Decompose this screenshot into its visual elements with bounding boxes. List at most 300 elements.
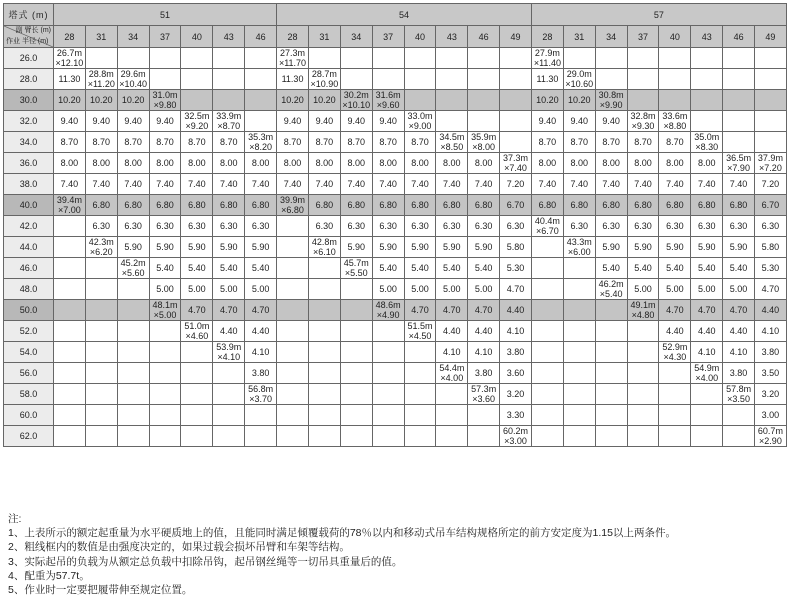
load-cell: 5.00 — [627, 279, 659, 300]
load-cell — [468, 90, 500, 111]
load-cell: 6.80 — [723, 195, 755, 216]
load-cell — [659, 90, 691, 111]
load-cell: 5.90 — [723, 237, 755, 258]
load-cell: 49.1m ×4.80 — [627, 300, 659, 321]
load-cell: 31.6m ×9.60 — [372, 90, 404, 111]
load-cell — [54, 237, 86, 258]
load-cell: 7.40 — [436, 174, 468, 195]
load-cell: 26.7m ×12.10 — [54, 48, 86, 69]
load-cell — [245, 69, 277, 90]
table-row — [4, 258, 787, 279]
load-cell — [627, 426, 659, 447]
boom-group-header: 51 — [54, 4, 277, 26]
load-cell: 37.9m ×7.20 — [755, 153, 787, 174]
load-cell — [213, 90, 245, 111]
load-cell — [500, 90, 532, 111]
load-cell: 3.20 — [755, 384, 787, 405]
load-cell: 8.70 — [181, 132, 213, 153]
table-row — [4, 90, 787, 111]
load-cell: 52.9m ×4.30 — [659, 342, 691, 363]
load-cell: 11.30 — [277, 69, 309, 90]
load-cell: 4.70 — [213, 300, 245, 321]
load-cell: 5.30 — [755, 258, 787, 279]
load-cell: 35.3m ×8.20 — [245, 132, 277, 153]
load-cell: 6.80 — [308, 195, 340, 216]
load-cell — [595, 342, 627, 363]
load-cell — [531, 279, 563, 300]
table-row — [4, 237, 787, 258]
load-cell: 8.00 — [436, 153, 468, 174]
load-cell: 5.00 — [659, 279, 691, 300]
load-cell: 4.70 — [659, 300, 691, 321]
load-cell: 4.70 — [436, 300, 468, 321]
load-cell: 5.90 — [404, 237, 436, 258]
table-row — [4, 426, 787, 447]
load-cell — [531, 363, 563, 384]
load-cell: 4.10 — [755, 321, 787, 342]
load-cell: 5.40 — [691, 258, 723, 279]
note-line: 3、实际起吊的负载为从额定总负载中扣除吊钩，起吊钢丝绳等一切吊具重量后的值。 — [8, 555, 403, 568]
load-cell: 27.9m ×11.40 — [531, 48, 563, 69]
load-cell: 28.7m ×10.90 — [308, 69, 340, 90]
load-cell: 6.30 — [563, 216, 595, 237]
load-cell — [468, 405, 500, 426]
load-cell: 7.40 — [54, 174, 86, 195]
load-cell: 5.90 — [245, 237, 277, 258]
load-cell: 5.40 — [723, 258, 755, 279]
load-cell: 4.10 — [245, 342, 277, 363]
load-cell — [595, 300, 627, 321]
radius-cell: 30.0 — [4, 90, 54, 111]
load-cell: 32.8m ×9.30 — [627, 111, 659, 132]
load-cell: 51.0m ×4.60 — [181, 321, 213, 342]
load-cell — [404, 342, 436, 363]
tower-length-header: 塔式 (m) — [4, 4, 54, 26]
load-cell: 8.00 — [627, 153, 659, 174]
load-cell: 5.40 — [213, 258, 245, 279]
load-cell: 28.8m ×11.20 — [85, 69, 117, 90]
load-cell: 4.40 — [436, 321, 468, 342]
jib-length-header: 43 — [436, 26, 468, 48]
load-cell — [563, 300, 595, 321]
load-cell: 33.9m ×8.70 — [213, 111, 245, 132]
load-cell: 8.70 — [531, 132, 563, 153]
table-row — [4, 132, 787, 153]
load-cell — [531, 300, 563, 321]
load-cell: 7.40 — [372, 174, 404, 195]
jib-length-header: 28 — [54, 26, 86, 48]
load-cell — [85, 279, 117, 300]
load-cell — [372, 405, 404, 426]
load-cell — [595, 384, 627, 405]
load-cell — [181, 426, 213, 447]
load-cell: 3.80 — [755, 342, 787, 363]
load-cell: 5.00 — [723, 279, 755, 300]
radius-cell: 32.0 — [4, 111, 54, 132]
jib-length-header: 46 — [245, 26, 277, 48]
load-cell: 4.40 — [659, 321, 691, 342]
load-cell: 29.6m ×10.40 — [117, 69, 149, 90]
load-cell: 6.80 — [181, 195, 213, 216]
load-cell — [563, 258, 595, 279]
load-cell: 8.70 — [277, 132, 309, 153]
load-cell — [595, 363, 627, 384]
load-cell: 8.70 — [659, 132, 691, 153]
load-cell — [308, 279, 340, 300]
load-cell — [404, 69, 436, 90]
load-cell: 3.80 — [500, 342, 532, 363]
load-cell — [149, 48, 181, 69]
load-cell — [149, 405, 181, 426]
load-cell — [181, 48, 213, 69]
load-cell: 6.30 — [723, 216, 755, 237]
load-cell — [277, 363, 309, 384]
load-cell — [149, 342, 181, 363]
load-cell: 54.9m ×4.00 — [691, 363, 723, 384]
load-cell — [308, 48, 340, 69]
load-cell — [54, 342, 86, 363]
load-cell — [468, 48, 500, 69]
load-cell — [372, 363, 404, 384]
load-cell — [691, 69, 723, 90]
load-cell — [691, 426, 723, 447]
load-cell: 8.00 — [595, 153, 627, 174]
load-cell — [308, 426, 340, 447]
load-cell: 4.70 — [691, 300, 723, 321]
load-cell: 4.40 — [245, 321, 277, 342]
load-cell: 5.40 — [372, 258, 404, 279]
load-cell — [404, 363, 436, 384]
load-cell — [372, 48, 404, 69]
radius-cell: 48.0 — [4, 279, 54, 300]
table-row — [4, 405, 787, 426]
table-row — [4, 174, 787, 195]
load-cell: 34.5m ×8.50 — [436, 132, 468, 153]
load-cell — [723, 426, 755, 447]
load-cell: 27.3m ×11.70 — [277, 48, 309, 69]
load-cell: 6.30 — [245, 216, 277, 237]
load-cell: 5.00 — [372, 279, 404, 300]
load-cell — [277, 216, 309, 237]
load-cell — [595, 426, 627, 447]
load-cell: 6.80 — [468, 195, 500, 216]
load-cell: 6.30 — [691, 216, 723, 237]
load-cell: 42.8m ×6.10 — [308, 237, 340, 258]
load-cell: 6.30 — [500, 216, 532, 237]
load-cell — [277, 426, 309, 447]
load-cell — [85, 384, 117, 405]
load-cell — [723, 111, 755, 132]
load-cell: 4.70 — [245, 300, 277, 321]
load-cell: 3.30 — [500, 405, 532, 426]
load-cell — [54, 426, 86, 447]
load-cell — [531, 426, 563, 447]
load-cell: 5.00 — [149, 279, 181, 300]
load-cell: 8.00 — [277, 153, 309, 174]
load-cell: 6.30 — [85, 216, 117, 237]
table-row — [4, 363, 787, 384]
load-cell — [563, 363, 595, 384]
load-cell: 6.30 — [627, 216, 659, 237]
load-cell — [372, 426, 404, 447]
load-cell: 8.00 — [245, 153, 277, 174]
load-cell — [277, 237, 309, 258]
load-cell: 8.00 — [340, 153, 372, 174]
load-cell: 5.00 — [404, 279, 436, 300]
load-cell — [595, 405, 627, 426]
table-row — [4, 384, 787, 405]
load-cell — [627, 405, 659, 426]
load-cell: 32.5m ×9.20 — [181, 111, 213, 132]
load-cell — [54, 405, 86, 426]
load-cell: 6.30 — [149, 216, 181, 237]
load-cell — [627, 48, 659, 69]
table-row — [4, 279, 787, 300]
load-cell — [117, 363, 149, 384]
load-cell: 8.70 — [308, 132, 340, 153]
load-cell: 54.4m ×4.00 — [436, 363, 468, 384]
load-cell — [54, 384, 86, 405]
load-cell: 3.80 — [245, 363, 277, 384]
load-cell — [277, 258, 309, 279]
load-cell: 8.70 — [149, 132, 181, 153]
load-cell: 6.80 — [691, 195, 723, 216]
load-cell — [85, 426, 117, 447]
load-cell — [54, 363, 86, 384]
radius-cell: 50.0 — [4, 300, 54, 321]
load-cell — [340, 321, 372, 342]
load-cell — [468, 111, 500, 132]
load-cell: 5.90 — [595, 237, 627, 258]
load-cell: 5.90 — [627, 237, 659, 258]
load-cell — [563, 405, 595, 426]
load-cell — [531, 321, 563, 342]
load-cell — [117, 321, 149, 342]
load-cell: 6.70 — [755, 195, 787, 216]
load-cell — [627, 342, 659, 363]
load-cell: 7.40 — [340, 174, 372, 195]
load-cell — [117, 48, 149, 69]
load-cell — [595, 48, 627, 69]
load-cell: 4.40 — [691, 321, 723, 342]
load-cell: 8.70 — [340, 132, 372, 153]
load-cell: 57.8m ×3.50 — [723, 384, 755, 405]
load-cell: 6.80 — [436, 195, 468, 216]
load-cell: 5.80 — [755, 237, 787, 258]
jib-length-header: 37 — [627, 26, 659, 48]
load-cell: 5.90 — [213, 237, 245, 258]
load-cell — [85, 342, 117, 363]
load-cell: 7.40 — [468, 174, 500, 195]
load-cell: 7.40 — [117, 174, 149, 195]
load-cell: 5.40 — [436, 258, 468, 279]
load-cell: 3.20 — [500, 384, 532, 405]
load-cell — [213, 384, 245, 405]
load-cell: 5.40 — [595, 258, 627, 279]
load-cell: 7.40 — [181, 174, 213, 195]
load-cell: 7.40 — [308, 174, 340, 195]
load-cell: 5.90 — [691, 237, 723, 258]
load-cell — [340, 405, 372, 426]
load-cell — [436, 90, 468, 111]
load-cell — [627, 384, 659, 405]
load-cell: 6.30 — [372, 216, 404, 237]
radius-cell: 38.0 — [4, 174, 54, 195]
load-cell: 7.40 — [723, 174, 755, 195]
load-cell: 42.3m ×6.20 — [85, 237, 117, 258]
load-cell: 5.90 — [181, 237, 213, 258]
load-cell: 6.80 — [531, 195, 563, 216]
load-cell — [500, 111, 532, 132]
load-cell: 10.20 — [117, 90, 149, 111]
load-cell — [340, 342, 372, 363]
load-cell — [340, 48, 372, 69]
load-cell: 6.30 — [213, 216, 245, 237]
load-cell — [627, 90, 659, 111]
load-cell — [85, 405, 117, 426]
table-row — [4, 300, 787, 321]
load-cell: 6.30 — [308, 216, 340, 237]
load-cell — [372, 69, 404, 90]
load-cell — [277, 342, 309, 363]
load-cell — [181, 384, 213, 405]
load-cell — [54, 216, 86, 237]
radius-cell: 52.0 — [4, 321, 54, 342]
load-cell: 7.40 — [404, 174, 436, 195]
load-cell: 8.70 — [85, 132, 117, 153]
load-cell — [723, 69, 755, 90]
load-cell — [181, 342, 213, 363]
load-cell — [691, 111, 723, 132]
load-cell: 4.70 — [500, 279, 532, 300]
load-cell — [308, 363, 340, 384]
radius-cell: 46.0 — [4, 258, 54, 279]
load-cell: 30.2m ×10.10 — [340, 90, 372, 111]
load-cell: 7.20 — [500, 174, 532, 195]
load-cell: 6.80 — [85, 195, 117, 216]
load-cell: 7.40 — [627, 174, 659, 195]
load-cell: 9.40 — [531, 111, 563, 132]
load-cell: 5.00 — [245, 279, 277, 300]
load-cell: 6.80 — [245, 195, 277, 216]
load-cell: 5.40 — [627, 258, 659, 279]
boom-group-header: 57 — [531, 4, 786, 26]
load-cell: 6.70 — [500, 195, 532, 216]
load-cell — [54, 300, 86, 321]
load-cell: 4.10 — [691, 342, 723, 363]
load-cell — [691, 48, 723, 69]
load-cell: 5.40 — [468, 258, 500, 279]
load-cell: 40.4m ×6.70 — [531, 216, 563, 237]
load-cell — [245, 48, 277, 69]
table-row — [4, 48, 787, 69]
load-cell — [277, 300, 309, 321]
load-cell — [181, 90, 213, 111]
load-cell: 30.8m ×9.90 — [595, 90, 627, 111]
load-cell: 10.20 — [85, 90, 117, 111]
load-chart — [3, 3, 787, 447]
load-cell: 7.40 — [531, 174, 563, 195]
load-cell: 4.70 — [468, 300, 500, 321]
jib-length-header: 37 — [372, 26, 404, 48]
load-cell: 8.70 — [117, 132, 149, 153]
load-cell — [404, 90, 436, 111]
radius-cell: 36.0 — [4, 153, 54, 174]
radius-cell: 62.0 — [4, 426, 54, 447]
load-cell — [117, 342, 149, 363]
load-cell: 5.00 — [213, 279, 245, 300]
load-cell — [691, 90, 723, 111]
load-cell — [340, 279, 372, 300]
load-cell — [468, 69, 500, 90]
jib-length-header: 46 — [468, 26, 500, 48]
load-cell: 53.9m ×4.10 — [213, 342, 245, 363]
load-cell: 4.40 — [468, 321, 500, 342]
load-cell: 6.30 — [436, 216, 468, 237]
load-cell: 5.90 — [149, 237, 181, 258]
load-cell — [563, 384, 595, 405]
load-cell: 5.90 — [468, 237, 500, 258]
load-cell — [149, 69, 181, 90]
load-cell: 3.50 — [755, 363, 787, 384]
radius-cell: 44.0 — [4, 237, 54, 258]
jib-length-header: 31 — [308, 26, 340, 48]
load-cell: 10.20 — [531, 90, 563, 111]
load-cell: 36.5m ×7.90 — [723, 153, 755, 174]
load-cell — [563, 279, 595, 300]
load-cell: 57.3m ×3.60 — [468, 384, 500, 405]
load-cell — [308, 384, 340, 405]
load-cell: 4.10 — [500, 321, 532, 342]
load-cell: 31.0m ×9.80 — [149, 90, 181, 111]
note-line: 5、作业时一定要把履带伸至规定位置。 — [8, 584, 193, 597]
radius-cell: 42.0 — [4, 216, 54, 237]
load-cell: 4.40 — [213, 321, 245, 342]
load-cell: 7.40 — [245, 174, 277, 195]
load-cell: 6.80 — [340, 195, 372, 216]
load-cell: 4.40 — [500, 300, 532, 321]
load-cell: 56.8m ×3.70 — [245, 384, 277, 405]
load-cell — [213, 69, 245, 90]
load-cell: 8.00 — [563, 153, 595, 174]
load-cell — [531, 342, 563, 363]
jib-length-header: 49 — [755, 26, 787, 48]
load-cell: 6.80 — [595, 195, 627, 216]
load-cell — [308, 321, 340, 342]
load-cell — [436, 111, 468, 132]
load-cell — [691, 384, 723, 405]
load-cell: 8.00 — [372, 153, 404, 174]
load-cell: 9.40 — [149, 111, 181, 132]
load-cell: 48.1m ×5.00 — [149, 300, 181, 321]
load-cell: 60.2m ×3.00 — [500, 426, 532, 447]
load-cell — [117, 426, 149, 447]
load-cell: 7.40 — [277, 174, 309, 195]
load-cell: 7.40 — [149, 174, 181, 195]
load-cell: 35.0m ×8.30 — [691, 132, 723, 153]
load-cell — [117, 405, 149, 426]
load-cell: 4.40 — [755, 300, 787, 321]
load-cell — [436, 69, 468, 90]
load-cell — [627, 363, 659, 384]
load-cell: 8.00 — [117, 153, 149, 174]
jib-length-header: 46 — [723, 26, 755, 48]
load-cell — [436, 405, 468, 426]
load-cell — [404, 405, 436, 426]
rated-load-table — [3, 3, 787, 447]
table-row — [4, 153, 787, 174]
load-cell: 5.40 — [149, 258, 181, 279]
